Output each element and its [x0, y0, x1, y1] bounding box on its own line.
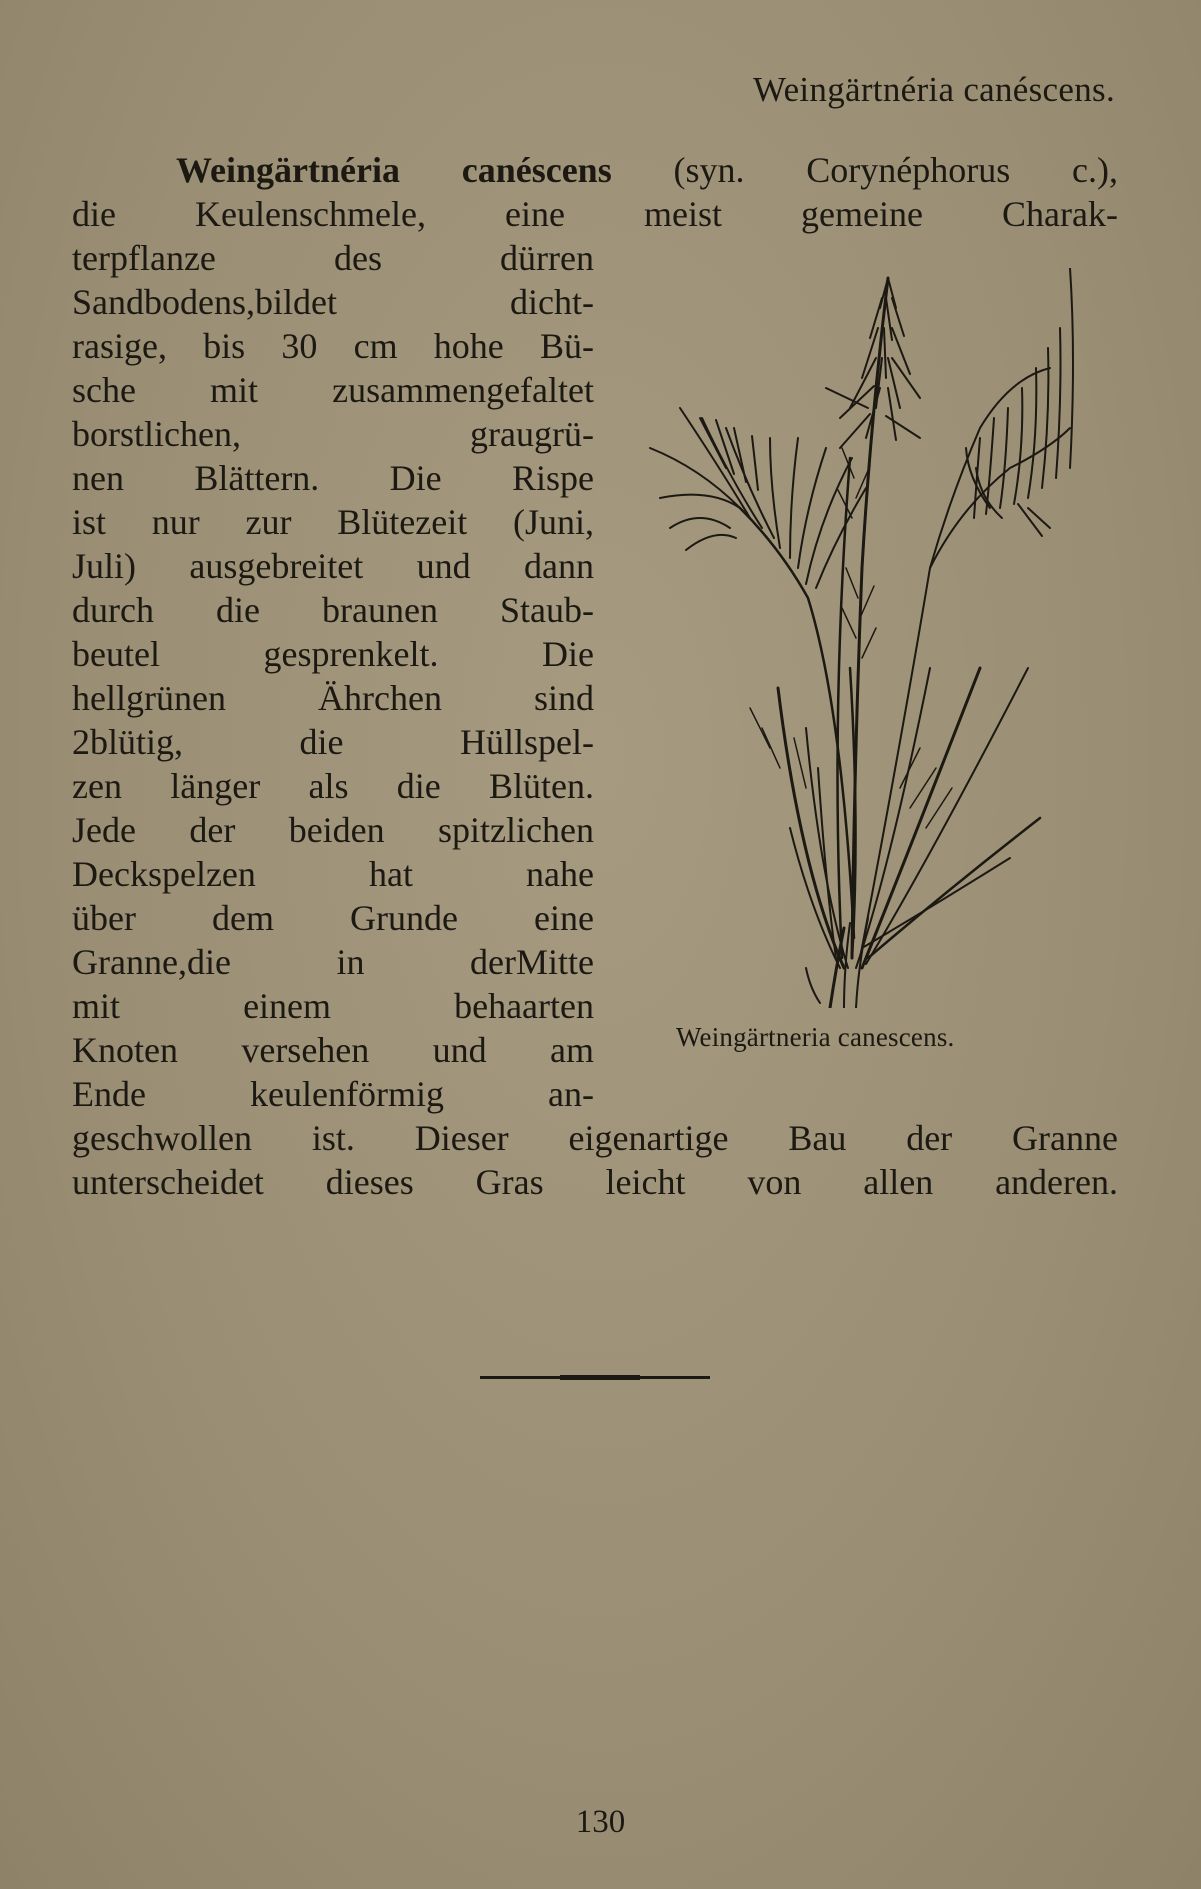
species-name: Weingärtnéria canéscens [176, 150, 612, 190]
page-number: 130 [575, 1804, 626, 1840]
text-line: 2blütig, die Hüllspel- [72, 722, 594, 762]
text-line: über dem Grunde eine [72, 898, 594, 938]
text-line: geschwollen ist. Dieser eigenartige Bau der Granne [72, 1118, 1118, 1158]
running-head: Weingärtnéria canéscens. [753, 70, 1115, 109]
text-line: sche mit zusammengefaltet [72, 370, 594, 410]
text-line: hellgrünen Ährchen sind [72, 678, 594, 718]
text-line: ist nur zur Blütezeit (Juni, [72, 502, 594, 542]
text-line: unterscheidet dieses Gras leicht von allen anderen. [72, 1162, 1118, 1202]
text-line: Deckspelzen hat nahe [72, 854, 594, 894]
section-divider-center [560, 1375, 640, 1380]
text-line: die Keulenschmele, eine meist gemeine Charak- [72, 194, 1118, 234]
text-line: rasige, bis 30 cm hohe Bü- [72, 326, 594, 366]
text-line: Ende keulenförmig an- [72, 1074, 594, 1114]
text-line: borstlichen, graugrü- [72, 414, 594, 454]
figure-caption: Weingärtneria canescens. [676, 1022, 955, 1052]
text-line: Granne,die in derMitte [72, 942, 594, 982]
text-line: Juli) ausgebreitet und dann [72, 546, 594, 586]
text-line: Jede der beiden spitzlichen [72, 810, 594, 850]
text-line: terpflanze des dürren [72, 238, 594, 278]
grass-illustration-icon [630, 268, 1110, 1008]
text-line: Knoten versehen und am [72, 1030, 594, 1070]
text-line: nen Blättern. Die Rispe [72, 458, 594, 498]
text-line: zen länger als die Blüten. [72, 766, 594, 806]
text-line: mit einem behaarten [72, 986, 594, 1026]
text-line: beutel gesprenkelt. Die [72, 634, 594, 674]
grass-illustration [630, 268, 1110, 1008]
text-line: durch die braunen Staub- [72, 590, 594, 630]
text-line: Sandbodens,bildet dicht- [72, 282, 594, 322]
text-line: Weingärtnéria canéscens (syn. Corynéphorus c.), [176, 150, 1118, 190]
